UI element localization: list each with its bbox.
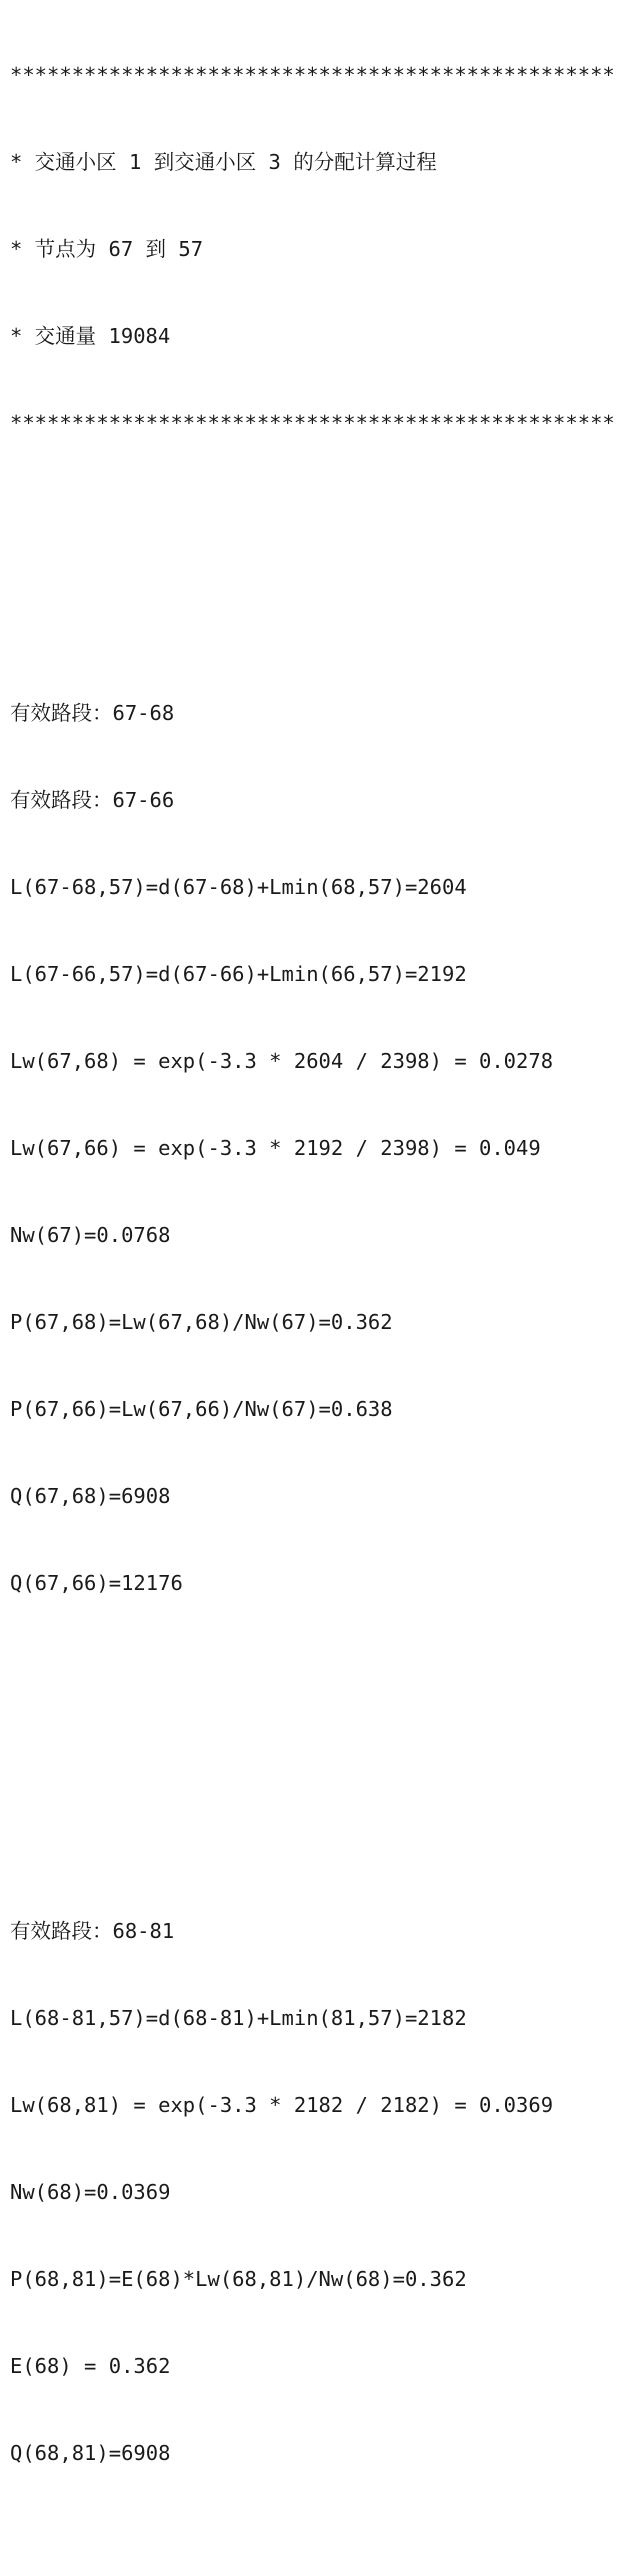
header-border-bottom: ************************************************* [10,411,615,435]
probability-line: P(68,81)=E(68)*Lw(68,81)/Nw(68)=0.362 [10,2267,467,2291]
weight-calc-line: Lw(67,68) = exp(-3.3 * 2604 / 2398) = 0.0278 [10,1049,554,1073]
node-weight-line: Nw(67)=0.0768 [10,1223,171,1247]
header-volume: * 交通量 19084 [10,324,171,348]
header-title: * 交通小区 1 到交通小区 3 的分配计算过程 [10,150,437,174]
valid-link-line: 有效路段：68-81 [10,1919,175,1943]
valid-link-line: 有效路段：67-68 [10,701,175,725]
length-calc-line: L(68-81,57)=d(68-81)+Lmin(81,57)=2182 [10,2006,467,2030]
blank-line [10,525,638,554]
console-output [10,3,638,2555]
probability-line: P(67,68)=Lw(67,68)/Nw(67)=0.362 [10,1310,393,1334]
header-border-top: ************************************************* [10,63,615,87]
length-calc-line: L(67-66,57)=d(67-66)+Lmin(66,57)=2192 [10,962,467,986]
flow-line: Q(68,81)=6908 [10,2441,171,2465]
blank-line [10,1743,638,1772]
valid-link-line: 有效路段：67-66 [10,788,175,812]
weight-calc-line: Lw(68,81) = exp(-3.3 * 2182 / 2182) = 0.0369 [10,2093,554,2117]
weight-calc-line: Lw(67,66) = exp(-3.3 * 2192 / 2398) = 0.049 [10,1136,541,1160]
flow-line: Q(67,68)=6908 [10,1484,171,1508]
calc-block-2 [10,1859,638,2526]
calc-block-1 [10,641,638,1656]
flow-line: Q(67,66)=12176 [10,1571,183,1595]
probability-line: P(67,66)=Lw(67,66)/Nw(67)=0.638 [10,1397,393,1421]
header-nodes: * 节点为 67 到 57 [10,237,204,261]
node-weight-line: Nw(68)=0.0369 [10,2180,171,2204]
expectation-line: E(68) = 0.362 [10,2354,171,2378]
length-calc-line: L(67-68,57)=d(67-68)+Lmin(68,57)=2604 [10,875,467,899]
